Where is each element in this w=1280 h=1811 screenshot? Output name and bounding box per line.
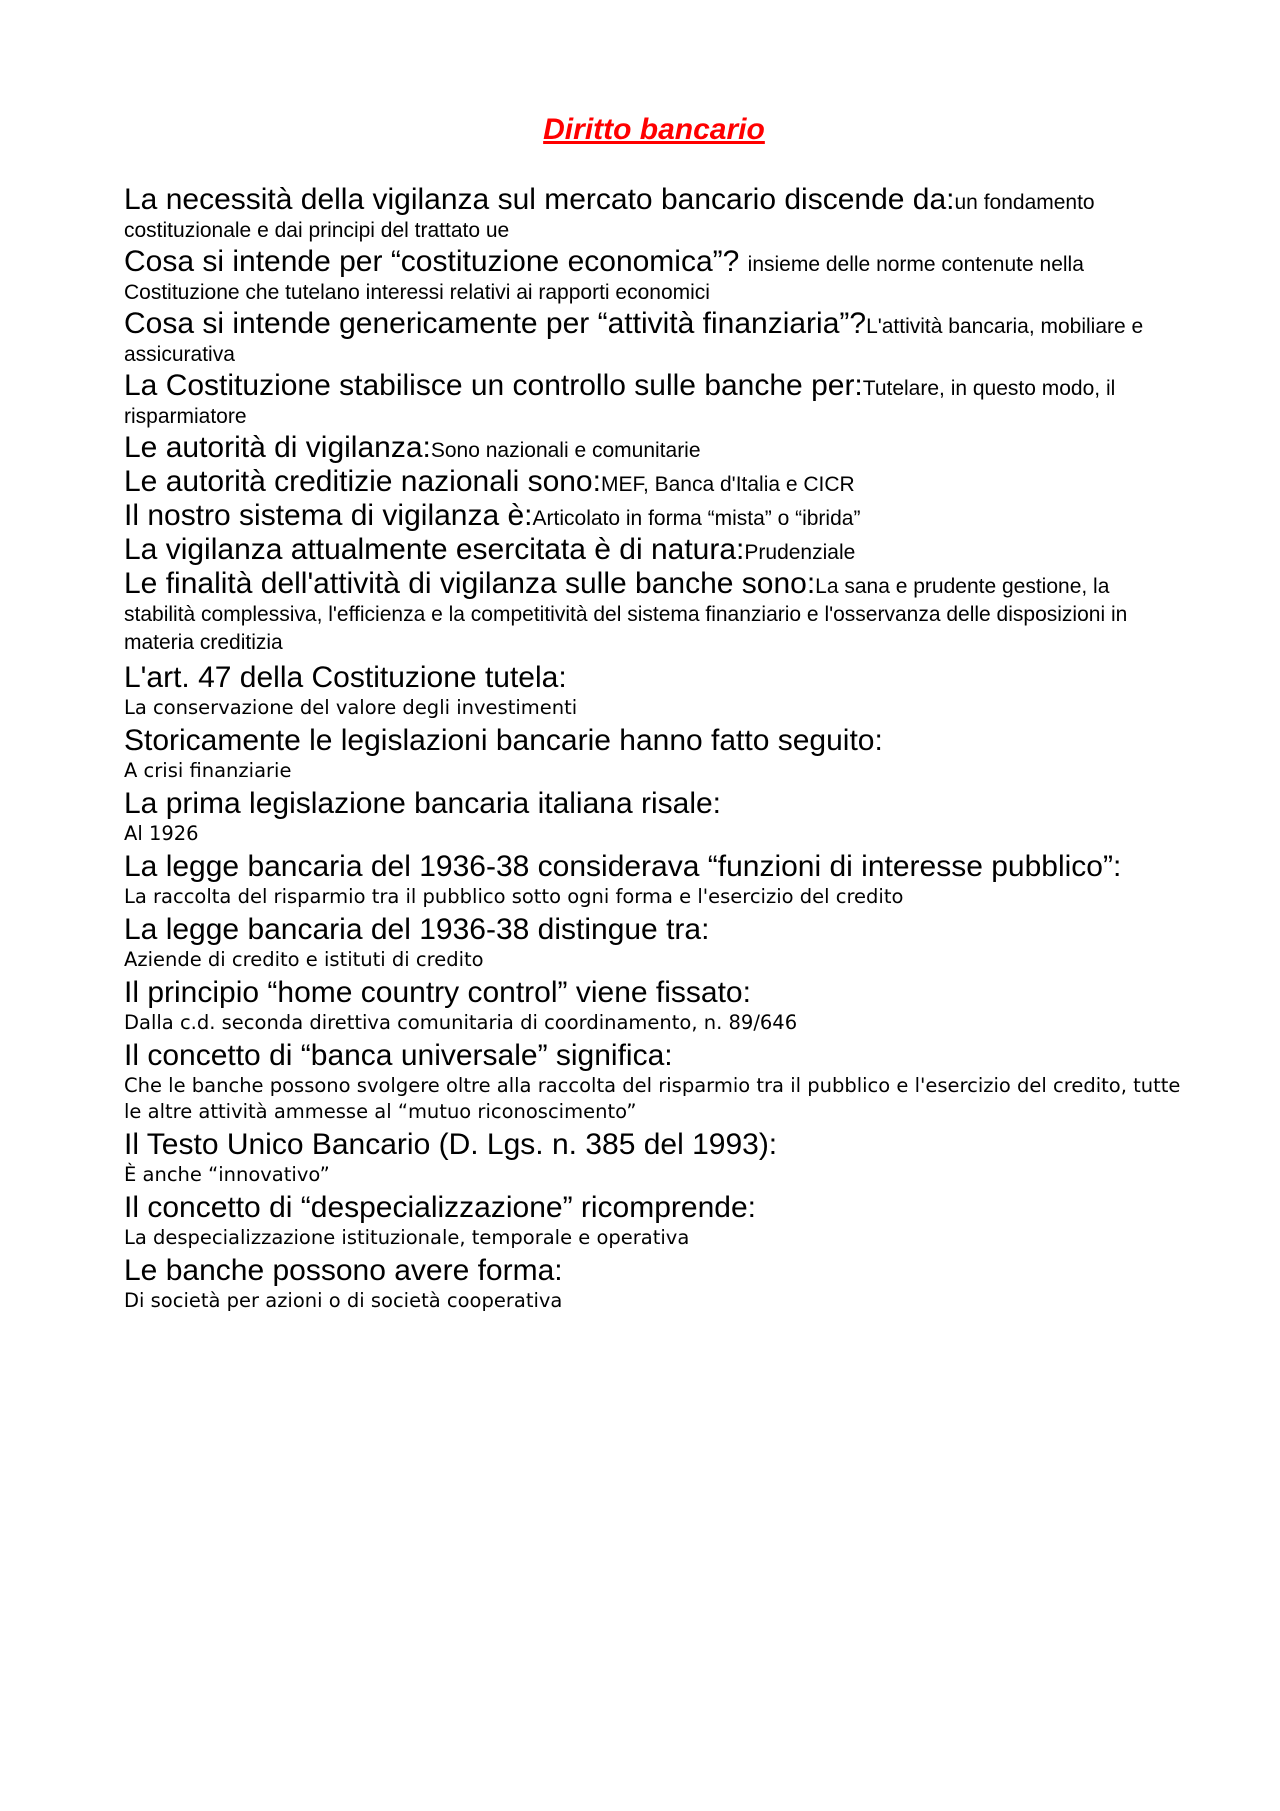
question: Il concetto di “banca universale” significa: [124,1039,673,1072]
qa-item [124,567,1184,658]
qa-item [124,723,1184,784]
answer: La despecializzazione istituzionale, temporale e operativa [124,1226,690,1249]
answer: Tutelare, in questo modo, il risparmiatore [124,377,1116,428]
qa-item [124,1190,1184,1251]
qa-section-block [124,660,1184,1314]
question: Le autorità creditizie nazionali sono: [124,465,601,498]
qa-item [124,533,1184,568]
answer: Aziende di credito e istituti di credito [124,948,484,971]
qa-item [124,975,1184,1036]
question: Il Testo Unico Bancario (D. Lgs. n. 385 del 1993): [124,1128,778,1161]
qa-item [124,499,1184,534]
qa-item [124,369,1184,432]
question: Il concetto di “despecializzazione” ricomprende: [124,1191,756,1224]
qa-item [124,1127,1184,1188]
answer: È anche “innovativo” [124,1163,330,1186]
qa-section-inline [124,183,1184,658]
qa-item [124,431,1184,466]
question: Il principio “home country control” viene fissato: [124,976,751,1009]
qa-item [124,849,1184,910]
question: L'art. 47 della Costituzione tutela: [124,661,567,694]
question: Le banche possono avere forma: [124,1254,563,1287]
question: La legge bancaria del 1936-38 distingue tra: [124,913,710,946]
question: Cosa si intende per “costituzione economica”? [124,245,748,278]
answer: un fondamento costituzionale e dai principi del trattato ue [124,191,1095,242]
document-title: Diritto bancario [543,113,765,146]
qa-item [124,465,1184,500]
qa-item [124,1253,1184,1314]
question: La necessità della vigilanza sul mercato bancario discende da: [124,183,955,216]
qa-item [124,307,1184,370]
answer: MEF, Banca d'Italia e CICR [600,473,855,496]
answer: La conservazione del valore degli investimenti [124,696,578,719]
answer: Di società per azioni o di società cooperativa [124,1289,563,1312]
answer: Al 1926 [124,822,199,845]
qa-item [124,1038,1184,1125]
document-page [124,110,1184,1316]
question: Storicamente le legislazioni bancarie hanno fatto seguito: [124,724,883,757]
question: Il nostro sistema di vigilanza è: [124,499,533,532]
qa-item [124,245,1184,308]
qa-item [124,912,1184,973]
qa-item [124,183,1184,246]
question: Le autorità di vigilanza: [124,431,431,464]
question: Cosa si intende genericamente per “attività finanziaria”? [124,307,867,340]
answer: Articolato in forma “mista” o “ibrida” [532,507,861,530]
answer: La raccolta del risparmio tra il pubblico sotto ogni forma e l'esercizio del credito [124,885,904,908]
answer: Prudenziale [744,541,856,564]
answer: La sana e prudente gestione, la stabilità complessiva, l'efficienza e la competitività del sistema finanziario e l'osservanza delle disposizioni in materia creditizia [124,575,1128,654]
question: La legge bancaria del 1936-38 considerava “funzioni di interesse pubblico”: [124,850,1122,883]
answer: A crisi finanziarie [124,759,292,782]
qa-item [124,660,1184,721]
question: Le finalità dell'attività di vigilanza sulle banche sono: [124,567,816,600]
question: La Costituzione stabilisce un controllo sulle banche per: [124,369,863,402]
answer: L'attività bancaria, mobiliare e assicurativa [124,315,1144,366]
answer: Che le banche possono svolgere oltre alla raccolta del risparmio tra il pubblico e l'esercizio del credito, tutte le altre attività ammesse al “mutuo riconoscimento” [124,1074,1181,1123]
qa-item [124,786,1184,847]
question: La vigilanza attualmente esercitata è di natura: [124,533,745,566]
answer: Sono nazionali e comunitarie [430,439,701,462]
answer: Dalla c.d. seconda direttiva comunitaria di coordinamento, n. 89/646 [124,1011,798,1034]
question: La prima legislazione bancaria italiana risale: [124,787,721,820]
answer: insieme delle norme contenute nella Costituzione che tutelano interessi relativi ai rapporti economici [124,253,1084,304]
